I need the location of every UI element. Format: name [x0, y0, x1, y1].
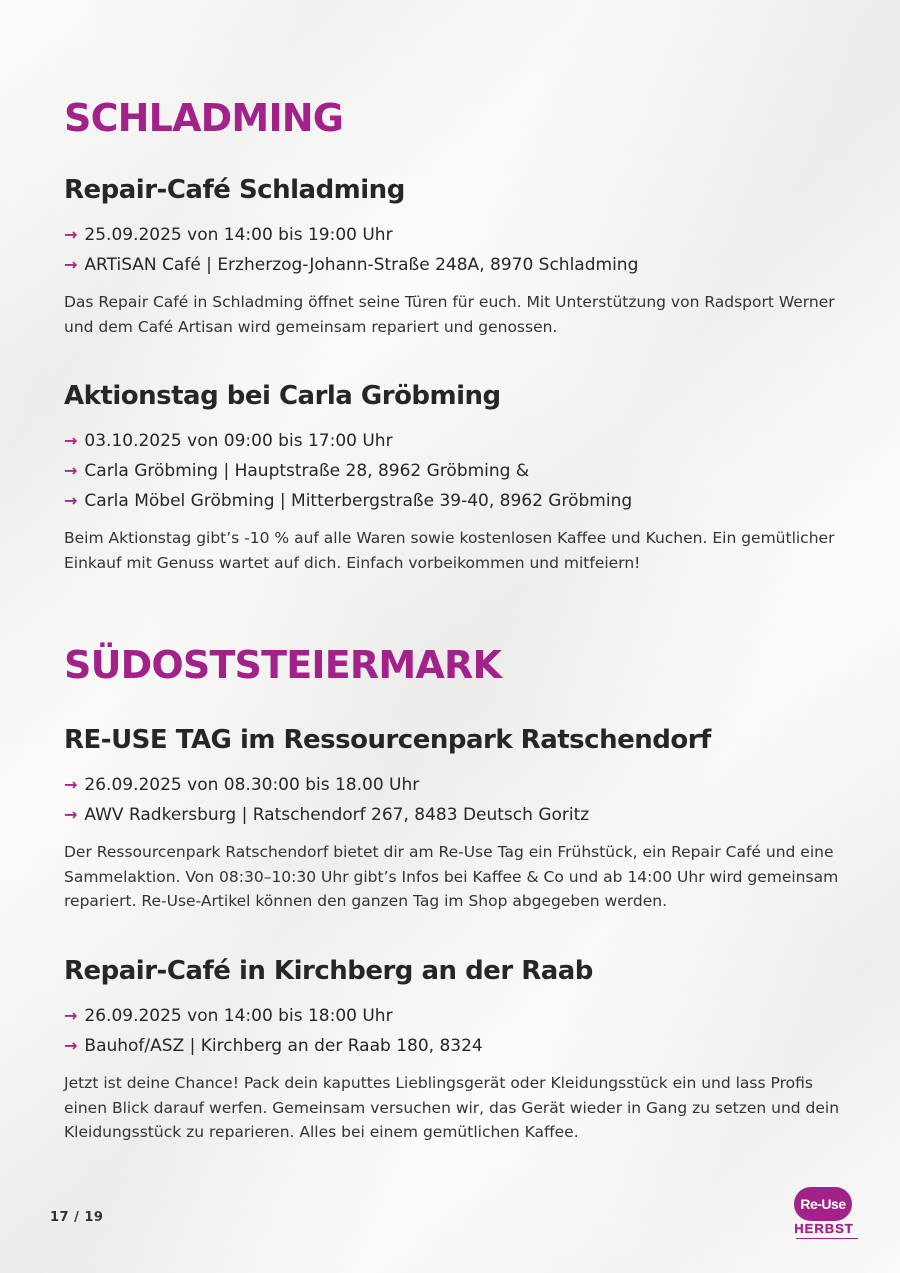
- event-location: → ARTiSAN Café | Erzherzog-Johann-Straße 248A, 8970 Schladming: [64, 255, 639, 275]
- logo-main-text: Re-Use: [800, 1196, 846, 1212]
- arrow-right-icon: →: [64, 431, 78, 450]
- event-repair-cafe-schladming: [64, 174, 844, 339]
- event-info-list: [64, 1001, 844, 1061]
- event-description: Jetzt ist deine Chance! Pack dein kaputtes Lieblingsgerät oder Kleidungsstück ein und lass Profis einen Blick darauf werfen. Gemeinsam versuchen wir, das Gerät wieder in Gang zu setzen und dein Kleidungsstück zu reparieren. Alles bei einem gemütlichen Kaffee.: [64, 1074, 840, 1141]
- event-date: → 03.10.2025 von 09:00 bis 17:00 Uhr: [64, 431, 393, 451]
- page-number: 17 / 19: [50, 1210, 104, 1225]
- event-reuse-tag-ratschendorf: [64, 724, 844, 914]
- event-title: RE-USE TAG im Ressourcenpark Ratschendorf: [64, 725, 711, 755]
- arrow-right-icon: →: [64, 1006, 78, 1025]
- arrow-right-icon: →: [64, 491, 78, 510]
- event-title: Aktionstag bei Carla Gröbming: [64, 381, 501, 411]
- event-title: Repair-Café in Kirchberg an der Raab: [64, 956, 593, 986]
- arrow-right-icon: →: [64, 1036, 78, 1055]
- event-date: → 25.09.2025 von 14:00 bis 19:00 Uhr: [64, 225, 393, 245]
- event-info-list: [64, 220, 844, 280]
- event-date: → 26.09.2025 von 14:00 bis 18:00 Uhr: [64, 1006, 393, 1026]
- event-repair-cafe-kirchberg: [64, 955, 844, 1145]
- event-location: → Carla Gröbming | Hauptstraße 28, 8962 Gröbming &: [64, 461, 530, 481]
- event-date: → 26.09.2025 von 08.30:00 bis 18.00 Uhr: [64, 775, 420, 795]
- arrow-right-icon: →: [64, 805, 78, 824]
- logo-badge: [794, 1187, 852, 1221]
- event-info-list: [64, 426, 844, 516]
- arrow-right-icon: →: [64, 775, 78, 794]
- region-title-suedoststeiermark: SÜDOSTSTEIERMARK: [64, 643, 502, 687]
- event-title: Repair-Café Schladming: [64, 175, 405, 205]
- event-description: Der Ressourcenpark Ratschendorf bietet dir am Re-Use Tag ein Frühstück, ein Repair Café und eine Sammelaktion. Von 08:30–10:30 Uhr gibt’s Infos bei Kaffee & Co und ab 14:00 Uhr wird gemeinsam repariert. Re-Use-Artikel können den ganzen Tag im Shop abgegeben werden.: [64, 843, 839, 910]
- event-aktionstag-carla: [64, 380, 844, 575]
- event-description: Beim Aktionstag gibt’s -10 % auf alle Waren sowie kostenlosen Kaffee und Kuchen. Ein gemütlicher Einkauf mit Genuss wartet auf dich. Einfach vorbeikommen und mitfeiern!: [64, 529, 835, 572]
- event-location: → Carla Möbel Gröbming | Mitterbergstraße 39-40, 8962 Gröbming: [64, 491, 633, 511]
- event-location: → Bauhof/ASZ | Kirchberg an der Raab 180, 8324: [64, 1036, 483, 1056]
- event-info-list: [64, 770, 844, 830]
- arrow-right-icon: →: [64, 255, 78, 274]
- region-title-schladming: SCHLADMING: [64, 96, 344, 140]
- event-description: Das Repair Café in Schladming öffnet seine Türen für euch. Mit Unterstützung von Radsport Werner und dem Café Artisan wird gemeinsam repariert und genossen.: [64, 293, 835, 336]
- logo-underline: [796, 1238, 858, 1239]
- event-location: → AWV Radkersburg | Ratschendorf 267, 8483 Deutsch Goritz: [64, 805, 590, 825]
- logo-sub-text: HERBST: [794, 1221, 854, 1236]
- arrow-right-icon: →: [64, 461, 78, 480]
- arrow-right-icon: →: [64, 225, 78, 244]
- reuse-herbst-logo: [790, 1185, 862, 1243]
